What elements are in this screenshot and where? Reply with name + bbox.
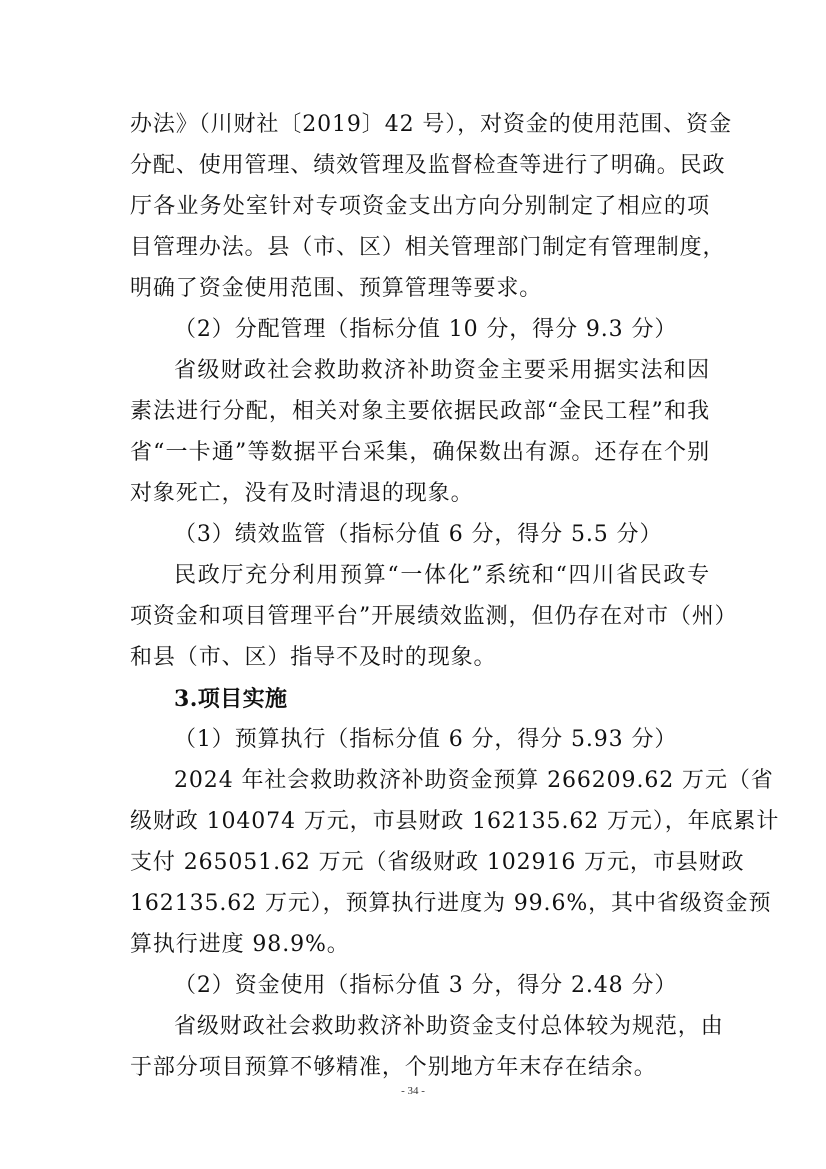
subsection-heading: （2）分配管理（指标分值 10 分，得分 9.3 分） <box>174 317 678 342</box>
paragraph-line: 2024 年社会救助救济补助资金预算 266209.62 万元（省 <box>174 768 774 793</box>
paragraph-line: 省级财政社会救助救济补助资金支付总体较为规范，由 <box>174 1014 724 1039</box>
paragraph-line: 省“一卡通”等数据平台采集，确保数出有源。还存在个别 <box>130 440 710 465</box>
paragraph-line: 办法》（川财社〔2019〕42 号），对资金的使用范围、资金 <box>130 112 732 137</box>
paragraph-line: 级财政 104074 万元，市县财政 162135.62 万元），年底累计 <box>130 809 780 834</box>
paragraph-line: 素法进行分配，相关对象主要依据民政部“金民工程”和我 <box>130 399 710 424</box>
subsection-heading: （3）绩效监管（指标分值 6 分，得分 5.5 分） <box>174 522 663 547</box>
paragraph-line: 支付 265051.62 万元（省级财政 102916 万元，市县财政 <box>130 850 745 875</box>
paragraph-line: 算执行进度 98.9%。 <box>130 932 350 957</box>
subsection-heading: （2）资金使用（指标分值 3 分，得分 2.48 分） <box>174 973 678 998</box>
paragraph-line: 和县（市、区）指导不及时的现象。 <box>130 645 497 670</box>
paragraph-line: 厅各业务处室针对专项资金支出方向分别制定了相应的项 <box>130 194 710 219</box>
paragraph-line: 162135.62 万元），预算执行进度为 99.6%，其中省级资金预 <box>130 891 772 916</box>
paragraph-line: 目管理办法。县（市、区）相关管理部门制定有管理制度， <box>130 235 726 260</box>
paragraph-line: 项资金和项目管理平台”开展绩效监测，但仍存在对市（州） <box>130 604 738 629</box>
subsection-heading: （1）预算执行（指标分值 6 分，得分 5.93 分） <box>174 727 678 752</box>
paragraph-line: 分配、使用管理、绩效管理及监督检查等进行了明确。民政 <box>130 153 726 178</box>
paragraph-line: 省级财政社会救助救济补助资金主要采用据实法和因 <box>174 358 710 383</box>
paragraph-line: 民政厅充分利用预算“一体化”系统和“四川省民政专 <box>174 563 710 588</box>
section-heading: 3.项目实施 <box>174 686 288 712</box>
page-number: - 34 - <box>401 1085 425 1097</box>
paragraph-line: 对象死亡，没有及时清退的现象。 <box>130 481 474 506</box>
paragraph-line: 于部分项目预算不够精准，个别地方年末存在结余。 <box>130 1055 657 1080</box>
paragraph-line: 明确了资金使用范围、预算管理等要求。 <box>130 276 543 301</box>
